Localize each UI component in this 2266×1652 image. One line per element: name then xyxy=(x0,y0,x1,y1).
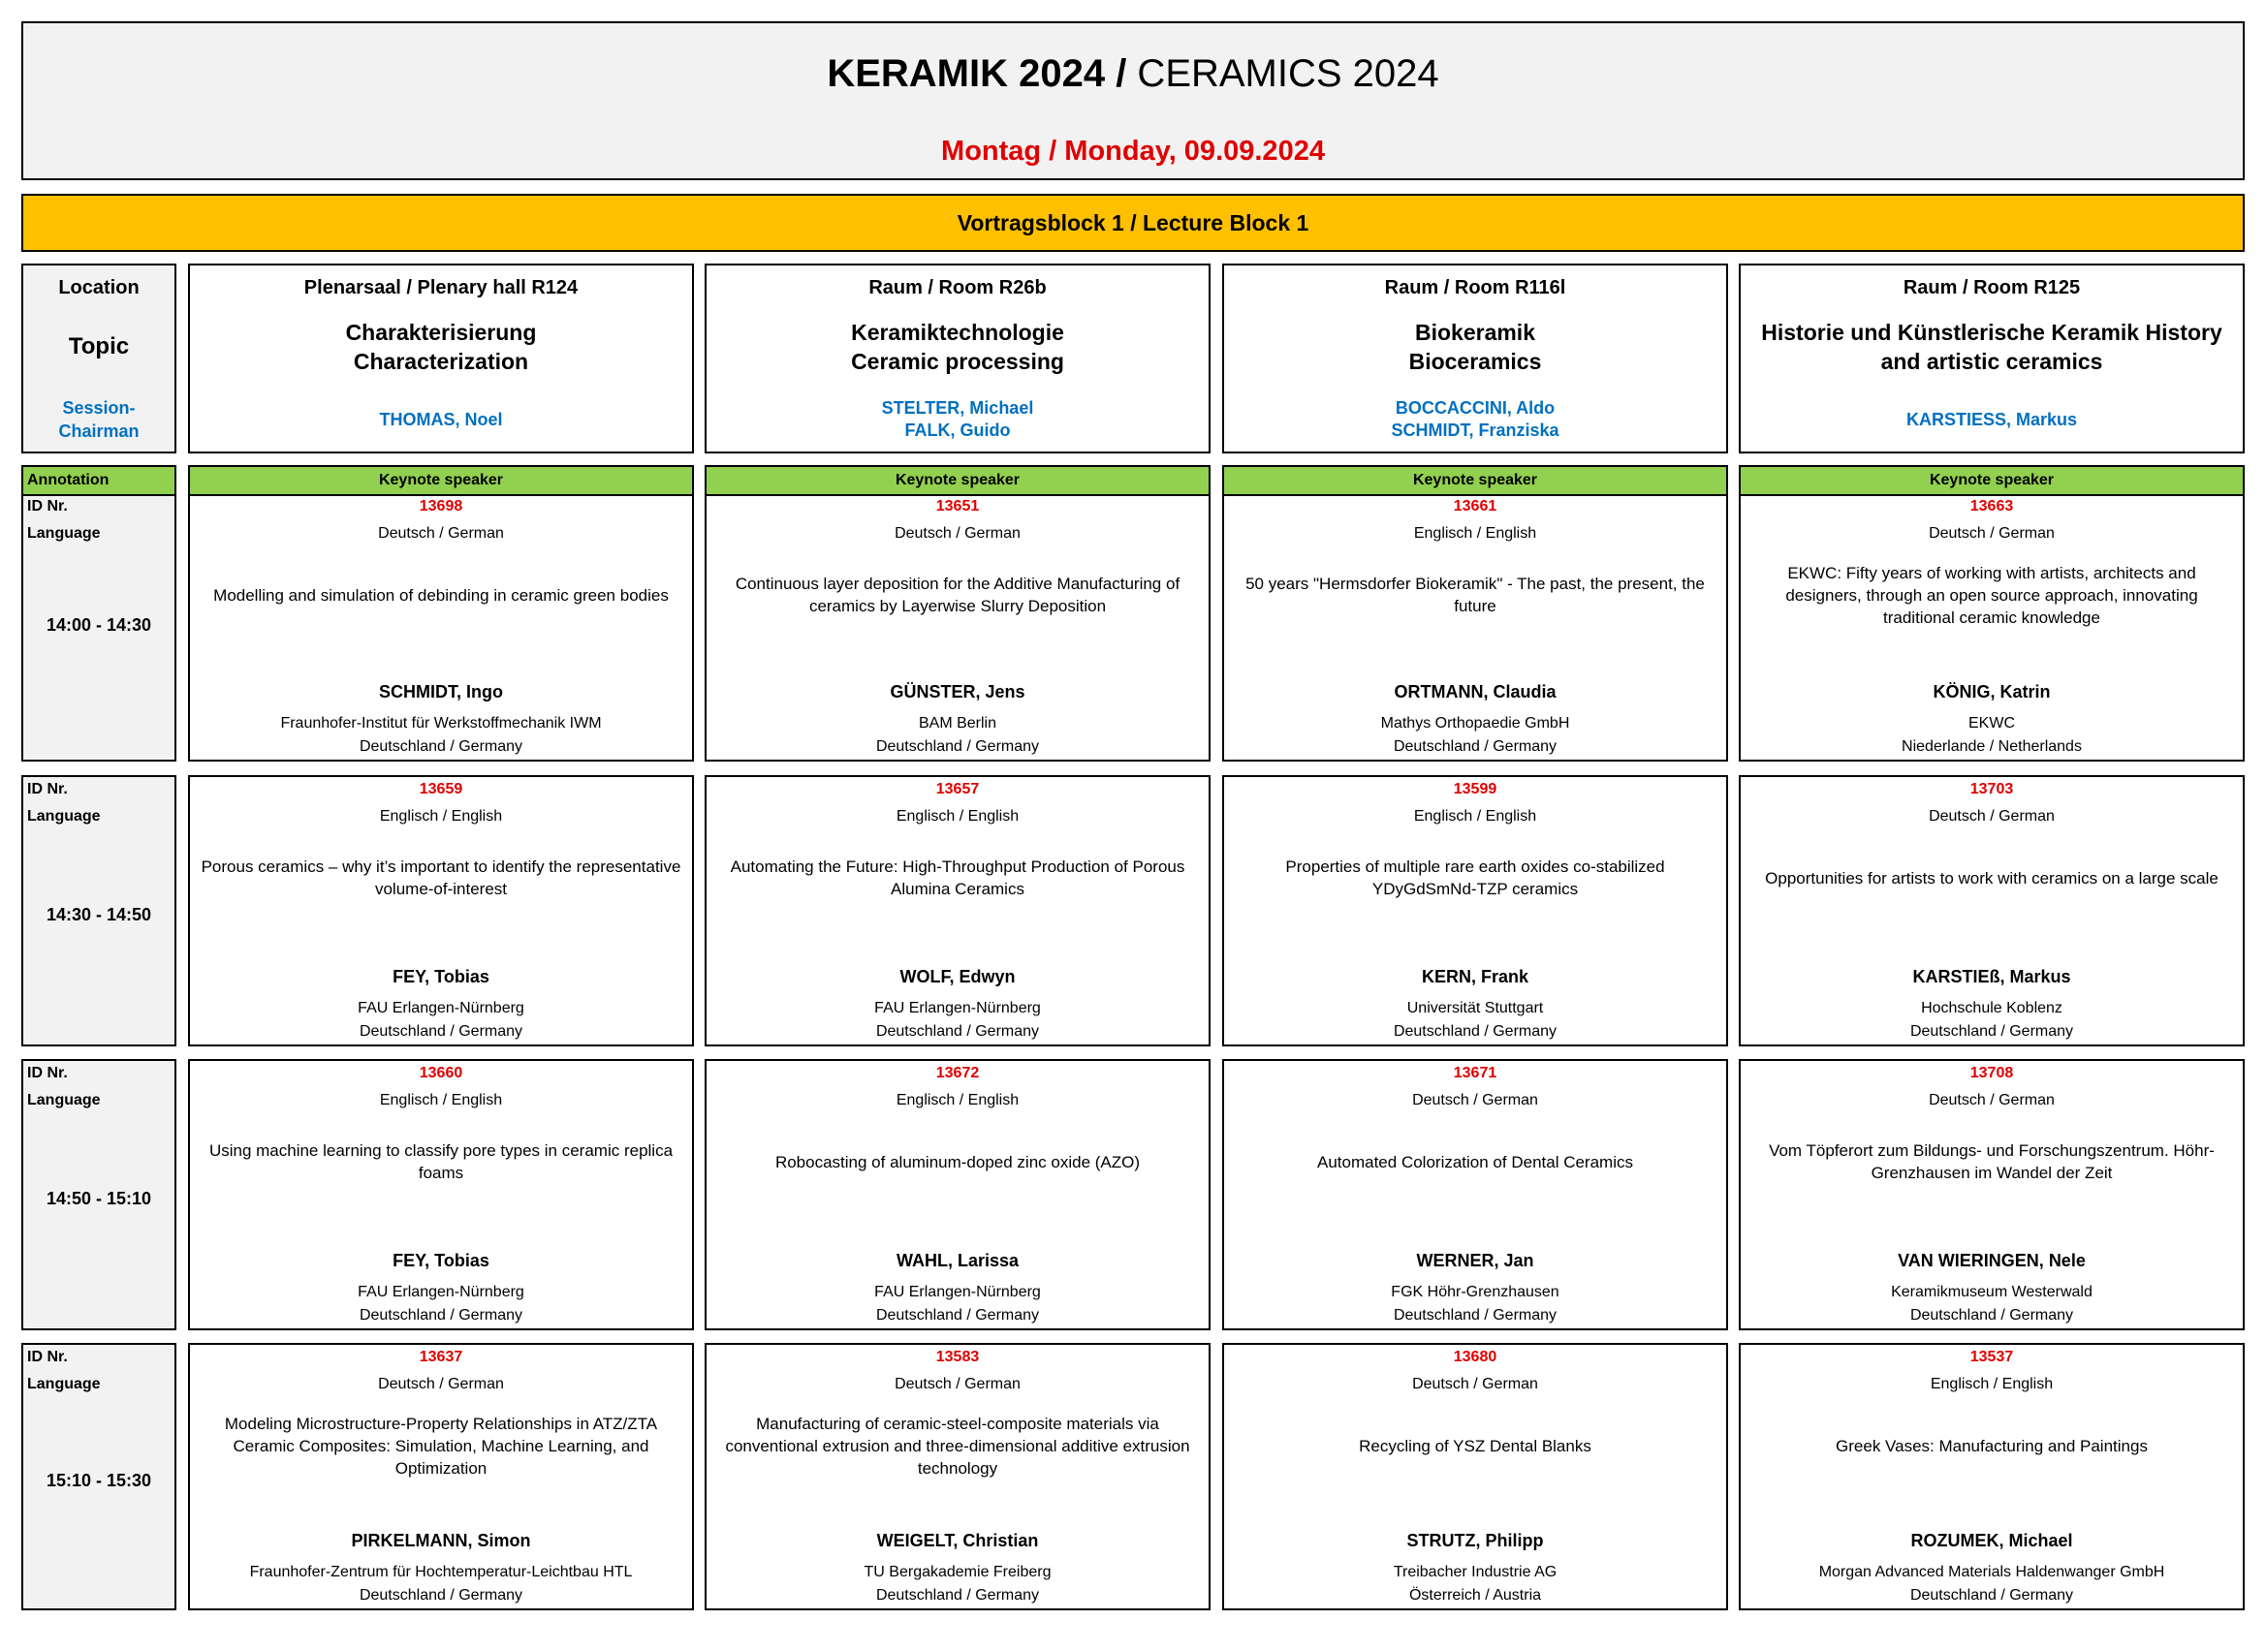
id-label: ID Nr. xyxy=(27,1349,68,1365)
talk-affiliation: FGK Höhr-Grenzhausen xyxy=(1391,1284,1559,1300)
id-label: ID Nr. xyxy=(27,498,68,514)
talk-country: Deutschland / Germany xyxy=(1909,1587,2074,1604)
room-header-3 xyxy=(1222,264,1728,453)
talk-country: Deutschland / Germany xyxy=(875,738,1040,755)
talk-cell xyxy=(1222,465,1728,762)
talk-title: Automating the Future: High-Throughput Production of Porous Alumina Ceramics xyxy=(730,857,1185,898)
talk-language: Englisch / English xyxy=(896,1092,1020,1108)
talk-language: Englisch / English xyxy=(1930,1376,2054,1392)
header-label-column xyxy=(21,264,176,453)
time-slot: 15:10 - 15:30 xyxy=(46,1471,152,1490)
annotation-label: Annotation xyxy=(23,467,174,496)
talk-language: Englisch / English xyxy=(379,808,503,825)
talk-speaker: KARSTIEß, Markus xyxy=(1912,967,2071,986)
talk-country: Deutschland / Germany xyxy=(875,1587,1040,1604)
conference-title: KERAMIK 2024 / CERAMICS 2024 xyxy=(827,52,1439,95)
time-slot: 14:00 - 14:30 xyxy=(46,615,152,635)
time-slot: 14:50 - 15:10 xyxy=(46,1189,152,1208)
talk-language: Deutsch / German xyxy=(1929,525,2055,542)
talk-cell xyxy=(1222,775,1728,1046)
talk-affiliation: FAU Erlangen-Nürnberg xyxy=(358,1284,524,1300)
talk-affiliation: Morgan Advanced Materials Haldenwanger GmbH xyxy=(1818,1564,2165,1580)
talk-affiliation: Keramikmuseum Westerwald xyxy=(1891,1284,2093,1300)
id-label: ID Nr. xyxy=(27,1065,68,1081)
talk-title: Robocasting of aluminum-doped zinc oxide (AZO) xyxy=(774,1152,1141,1171)
talk-id: 13663 xyxy=(1969,498,2014,514)
talk-id: 13671 xyxy=(1453,1065,1497,1081)
talk-id: 13703 xyxy=(1969,781,2014,797)
room-chair: BOCCACCINI, Aldo SCHMIDT, Franziska xyxy=(1391,398,1559,440)
room-chair: THOMAS, Noel xyxy=(379,409,503,429)
talk-cell xyxy=(1222,1059,1728,1330)
keynote-label: Keynote speaker xyxy=(190,467,692,496)
talk-cell xyxy=(1739,465,2245,762)
talk-language: Englisch / English xyxy=(379,1092,503,1108)
talk-speaker: VAN WIERINGEN, Nele xyxy=(1898,1251,2086,1270)
talk-speaker: FEY, Tobias xyxy=(393,967,489,986)
room-header-1 xyxy=(188,264,694,453)
talk-title: Automated Colorization of Dental Ceramics xyxy=(1317,1152,1633,1171)
talk-country: Deutschland / Germany xyxy=(875,1023,1040,1040)
language-label: Language xyxy=(27,1092,101,1108)
talk-country: Deutschland / Germany xyxy=(359,1023,523,1040)
room-header-4 xyxy=(1739,264,2245,453)
talk-title: 50 years "Hermsdorfer Biokeramik" - The past, the present, the future xyxy=(1245,575,1705,615)
talk-language: Deutsch / German xyxy=(1412,1376,1538,1392)
talk-language: Deutsch / German xyxy=(378,1376,504,1392)
talk-id: 13659 xyxy=(419,781,463,797)
talk-title: Recycling of YSZ Dental Blanks xyxy=(1359,1436,1591,1455)
talk-id: 13583 xyxy=(935,1349,980,1365)
room-topic: Charakterisierung Characterization xyxy=(345,320,537,374)
talk-affiliation: FAU Erlangen-Nürnberg xyxy=(874,1000,1041,1016)
talk-id: 13698 xyxy=(419,498,463,514)
talk-cell xyxy=(705,465,1211,762)
talk-cell xyxy=(1222,1343,1728,1610)
id-label: ID Nr. xyxy=(27,781,68,797)
talk-cell xyxy=(705,775,1211,1046)
talk-affiliation: EKWC xyxy=(1968,715,2015,732)
talk-title: Modeling Microstructure-Property Relationships in ATZ/ZTA Ceramic Composites: Simulation, Machine Learning, and Optimization xyxy=(224,1414,658,1478)
talk-affiliation: FAU Erlangen-Nürnberg xyxy=(358,1000,524,1016)
session-chairman-label: Session- Chairman xyxy=(58,398,140,441)
talk-title: Properties of multiple rare earth oxides co-stabilized YDyGdSmNd-TZP ceramics xyxy=(1285,857,1665,898)
room-chair: KARSTIESS, Markus xyxy=(1905,409,2078,429)
talk-id: 13537 xyxy=(1969,1349,2014,1365)
talk-cell xyxy=(188,775,694,1046)
language-label: Language xyxy=(27,808,101,825)
talk-speaker: SCHMIDT, Ingo xyxy=(379,682,503,701)
room-name: Raum / Room R125 xyxy=(1903,277,2081,298)
talk-language: Deutsch / German xyxy=(895,1376,1021,1392)
talk-country: Deutschland / Germany xyxy=(1393,1023,1558,1040)
talk-language: Deutsch / German xyxy=(895,525,1021,542)
talk-country: Deutschland / Germany xyxy=(1393,1307,1558,1324)
talk-title: Continuous layer deposition for the Additive Manufacturing of ceramics by Layerwise Slurry Deposition xyxy=(735,575,1180,615)
talk-country: Deutschland / Germany xyxy=(359,738,523,755)
talk-title: EKWC: Fifty years of working with artists, architects and designers, through an open source approach, innovating traditional ceramic knowledge xyxy=(1785,563,2198,627)
talk-country: Deutschland / Germany xyxy=(1393,738,1558,755)
talk-affiliation: Fraunhofer-Zentrum für Hochtemperatur-Leichtbau HTL xyxy=(249,1564,633,1580)
talk-cell xyxy=(1739,775,2245,1046)
talk-id: 13660 xyxy=(419,1065,463,1081)
slot-label-column xyxy=(21,775,176,1046)
talk-speaker: GÜNSTER, Jens xyxy=(890,682,1025,701)
talk-title: Porous ceramics – why it’s important to identify the representative volume-of-interest xyxy=(201,857,681,898)
talk-speaker: WOLF, Edwyn xyxy=(899,967,1016,986)
talk-speaker: ORTMANN, Claudia xyxy=(1394,682,1557,701)
talk-country: Deutschland / Germany xyxy=(875,1307,1040,1324)
talk-speaker: PIRKELMANN, Simon xyxy=(351,1531,531,1550)
talk-affiliation: Treibacher Industrie AG xyxy=(1393,1564,1558,1580)
talk-country: Niederlande / Netherlands xyxy=(1902,738,2082,755)
keynote-label: Keynote speaker xyxy=(707,467,1209,496)
talk-affiliation: Mathys Orthopaedie GmbH xyxy=(1380,715,1570,732)
talk-speaker: ROZUMEK, Michael xyxy=(1910,1531,2073,1550)
talk-title: Modelling and simulation of debinding in ceramic green bodies xyxy=(213,585,669,605)
talk-cell xyxy=(705,1059,1211,1330)
room-name: Raum / Room R26b xyxy=(868,277,1047,298)
talk-language: Deutsch / German xyxy=(1412,1092,1538,1108)
talk-affiliation: FAU Erlangen-Nürnberg xyxy=(874,1284,1041,1300)
talk-language: Deutsch / German xyxy=(1929,808,2055,825)
talk-speaker: FEY, Tobias xyxy=(393,1251,489,1270)
talk-cell xyxy=(1739,1343,2245,1610)
talk-speaker: WERNER, Jan xyxy=(1416,1251,1534,1270)
talk-id: 13651 xyxy=(935,498,980,514)
talk-title: Greek Vases: Manufacturing and Paintings xyxy=(1836,1436,2148,1455)
talk-affiliation: Fraunhofer-Institut für Werkstoffmechanik IWM xyxy=(280,715,602,732)
room-topic: Biokeramik Bioceramics xyxy=(1408,320,1542,374)
talk-affiliation: TU Bergakademie Freiberg xyxy=(864,1564,1052,1580)
room-name: Raum / Room R116l xyxy=(1384,277,1566,298)
conference-header xyxy=(21,21,2245,180)
talk-id: 13680 xyxy=(1453,1349,1497,1365)
conference-date: Montag / Monday, 09.09.2024 xyxy=(941,136,1325,167)
talk-country: Österreich / Austria xyxy=(1408,1587,1542,1604)
talk-language: Englisch / English xyxy=(896,808,1020,825)
lecture-block-title: Vortragsblock 1 / Lecture Block 1 xyxy=(21,194,2245,252)
talk-affiliation: BAM Berlin xyxy=(918,715,997,732)
talk-country: Deutschland / Germany xyxy=(359,1587,523,1604)
topic-label: Topic xyxy=(68,333,130,359)
talk-cell xyxy=(1739,1059,2245,1330)
talk-id: 13672 xyxy=(935,1065,980,1081)
talk-language: Deutsch / German xyxy=(1929,1092,2055,1108)
talk-country: Deutschland / Germany xyxy=(1909,1307,2074,1324)
slot-label-column xyxy=(21,1059,176,1330)
talk-id: 13708 xyxy=(1969,1065,2014,1081)
talk-speaker: WEIGELT, Christian xyxy=(876,1531,1039,1550)
room-topic: Keramiktechnologie Ceramic processing xyxy=(851,320,1064,374)
time-slot: 14:30 - 14:50 xyxy=(46,905,152,924)
talk-language: Deutsch / German xyxy=(378,525,504,542)
talk-title: Manufacturing of ceramic-steel-composite materials via conventional extrusion and three-dimensional additive extrusion technology xyxy=(725,1414,1190,1478)
room-header-2 xyxy=(705,264,1211,453)
language-label: Language xyxy=(27,525,101,542)
keynote-label: Keynote speaker xyxy=(1741,467,2243,496)
language-label: Language xyxy=(27,1376,101,1392)
talk-affiliation: Universität Stuttgart xyxy=(1406,1000,1544,1016)
location-label: Location xyxy=(58,277,140,298)
talk-speaker: STRUTZ, Philipp xyxy=(1406,1531,1544,1550)
talk-id: 13657 xyxy=(935,781,980,797)
talk-speaker: WAHL, Larissa xyxy=(896,1251,1020,1270)
talk-id: 13661 xyxy=(1453,498,1497,514)
talk-language: Englisch / English xyxy=(1413,808,1537,825)
talk-country: Deutschland / Germany xyxy=(359,1307,523,1324)
talk-title: Vom Töpferort zum Bildungs- und Forschungszentrum. Höhr-Grenzhausen im Wandel der Zeit xyxy=(1769,1141,2215,1182)
talk-title: Opportunities for artists to work with ceramics on a large scale xyxy=(1765,868,2219,888)
talk-speaker: KÖNIG, Katrin xyxy=(1933,682,2051,701)
slot-label-column xyxy=(21,465,176,762)
talk-cell xyxy=(188,1343,694,1610)
talk-id: 13637 xyxy=(419,1349,463,1365)
room-name: Plenarsaal / Plenary hall R124 xyxy=(303,277,579,298)
talk-language: Englisch / English xyxy=(1413,525,1537,542)
keynote-label: Keynote speaker xyxy=(1224,467,1726,496)
talk-country: Deutschland / Germany xyxy=(1909,1023,2074,1040)
room-topic: Historie und Künstlerische Keramik History and artistic ceramics xyxy=(1761,320,2222,374)
slot-label-column xyxy=(21,1343,176,1610)
talk-cell xyxy=(705,1343,1211,1610)
talk-affiliation: Hochschule Koblenz xyxy=(1921,1000,2062,1016)
talk-cell xyxy=(188,465,694,762)
talk-cell xyxy=(188,1059,694,1330)
talk-title: Using machine learning to classify pore types in ceramic replica foams xyxy=(208,1141,674,1182)
talk-speaker: KERN, Frank xyxy=(1421,967,1529,986)
room-chair: STELTER, Michael FALK, Guido xyxy=(881,398,1034,440)
talk-id: 13599 xyxy=(1453,781,1497,797)
